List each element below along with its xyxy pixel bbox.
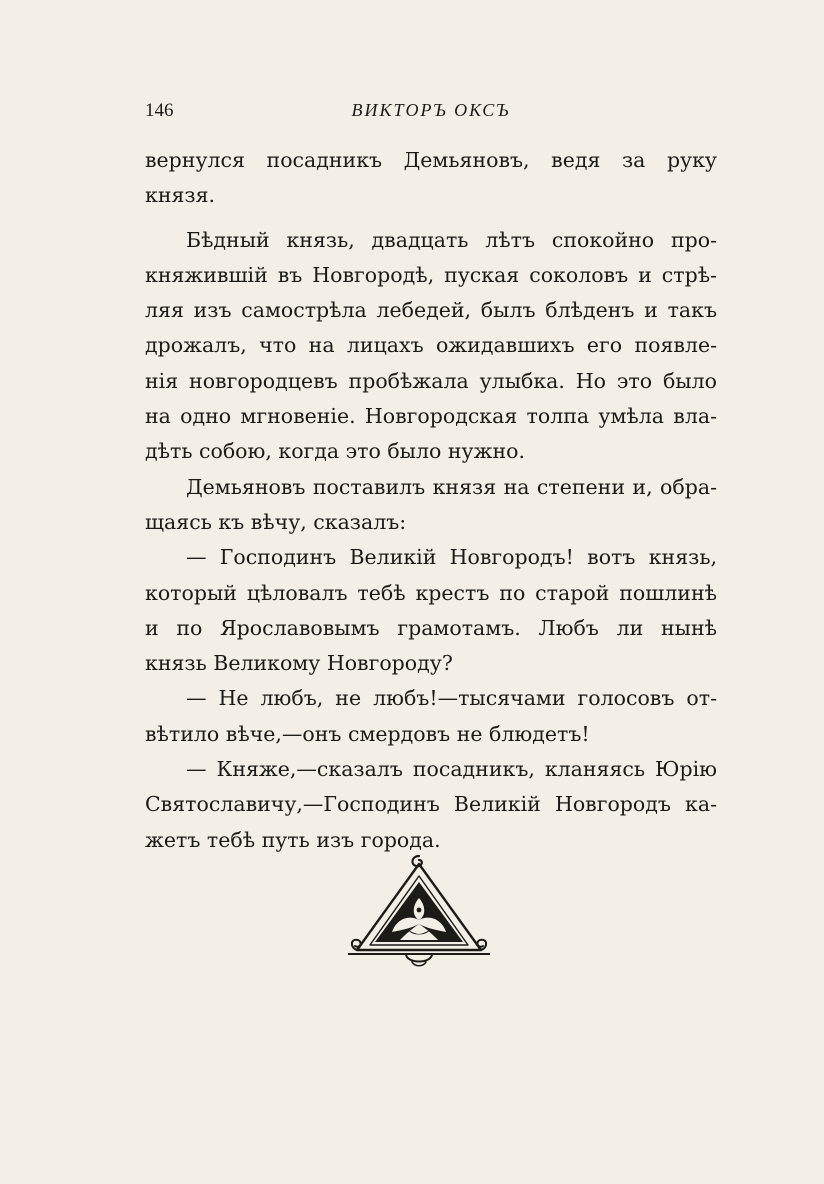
text-line: князя. (145, 183, 216, 208)
text-line: Демьяновъ поставилъ князя на степени и, обра- (186, 474, 717, 499)
text-line: княжившій въ Новгородѣ, пуская соколовъ и стрѣ- (145, 262, 717, 287)
text-line: дрожалъ, что на лицахъ ожидавшихъ его появле- (145, 333, 717, 358)
text-line: щаясь къ вѣчу, сказалъ: (145, 509, 407, 534)
text-line: — Господинъ Великій Новгородъ! вотъ князь, (186, 545, 717, 570)
text-line: Бѣдный князь, двадцать лѣтъ спокойно про- (186, 227, 717, 252)
running-head (145, 100, 717, 128)
text-line: и по Ярославовымъ грамотамъ. Любъ ли нынѣ (145, 615, 717, 640)
text-line: — Не любъ, не любъ!—тысячами голосовъ от- (186, 686, 717, 711)
text-line: на одно мгновеніе. Новгородская толпа умѣла вла- (145, 404, 717, 429)
page-number: 146 (145, 100, 174, 121)
text-line: нія новгородцевъ пробѣжала улыбка. Но это было (145, 368, 717, 393)
triangular-fleuron-icon (348, 850, 490, 968)
text-line: дѣть собою, когда это было нужно. (145, 439, 525, 464)
text-line: вѣтило вѣче,—онъ смердовъ не блюдетъ! (145, 721, 590, 746)
text-line: ляя изъ самострѣла лебедей, былъ блѣденъ и такъ (145, 298, 717, 323)
text-line: князь Великому Новгороду? (145, 651, 453, 676)
text-line: который цѣловалъ тебѣ крестъ по старой пошлинѣ (145, 580, 717, 605)
running-title: ВИКТОРЪ ОКСЪ (351, 100, 511, 120)
text-line: Святославичу,—Господинъ Великій Новгородъ ка- (145, 792, 717, 817)
text-line: жетъ тебѣ путь изъ города. (145, 827, 441, 852)
text-line: — Княже,—сказалъ посадникъ, кланяясь Юрію (186, 757, 717, 782)
text-line: вернулся посадникъ Демьяновъ, ведя за руку (145, 148, 717, 172)
body-text (145, 143, 717, 858)
